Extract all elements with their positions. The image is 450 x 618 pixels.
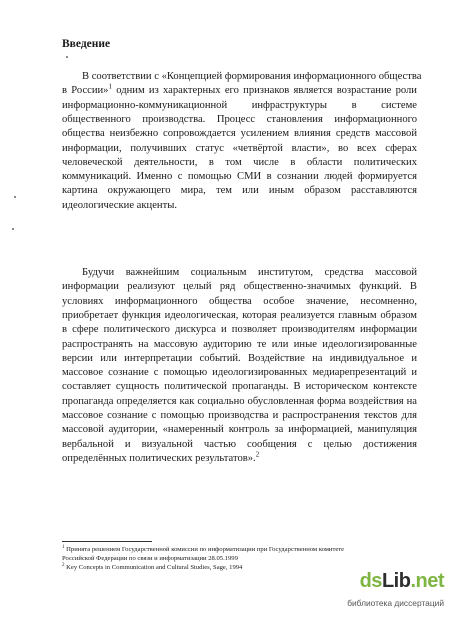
text-line: картина окружающего мира, тем или иным образом расставляются — [62, 185, 417, 197]
text-line: информации, получивших статус «четвёртой власти», во всех сферах — [62, 142, 417, 154]
text-line: распространять на массовую аудиторию те или иные идеологизированные — [62, 338, 417, 350]
footnote-line: Российской Федерации по связи и информатизации 28.05.1999 — [62, 555, 238, 562]
scan-speck — [12, 228, 14, 230]
footnote-line: $^2$ Key Concepts in Communication and Cultural Studies, Sage, 1994 — [62, 562, 243, 571]
text-line: В соответствии с «Концепцией формирования информационного общества — [82, 71, 422, 82]
dslib-subtitle: библиотека диссертаций — [347, 598, 444, 608]
text-line: пропаганда определяется как социально обусловленная форма воздействия на — [62, 395, 417, 407]
text-line: вербальной и визуальной частью сообщения с целью достижения — [62, 438, 417, 450]
dslib-watermark — [347, 568, 450, 616]
text-line: информационно-коммуникационной инфраструктуры в системе — [62, 99, 417, 111]
text-line: массовое сознание с помощью идеологизированных медиарепрезентаций и — [62, 367, 417, 379]
footnote-divider — [62, 541, 152, 542]
text-line: составляет сущность политической пропаганды. В историческом контексте — [62, 381, 417, 393]
text-line: определённых политических результатов».$^2$ — [62, 450, 260, 464]
text-line: в России»$^1$ одним из характерных его признаков является возрастание роли — [62, 82, 417, 97]
dslib-logo: dsLib.net — [359, 570, 444, 592]
text-line: в сфере политического дискурса и позволяет производителям информации — [62, 324, 417, 336]
scan-speck — [66, 56, 68, 58]
text-line: Будучи важнейшим социальным институтом, средства массовой — [82, 267, 417, 278]
footnote-marker: 2 — [255, 450, 260, 459]
text-line: общества неизбежно сопровождается усилением влияния средств массовой — [62, 128, 417, 140]
text-line: условиях информационного общества особое значение, несомненно, — [62, 295, 417, 307]
text-line: коммуникаций. Именно с помощью СМИ в сознании людей формируется — [62, 171, 417, 183]
text-line: версии или интерпретации событий. Воздействие на индивидуальное и — [62, 352, 417, 364]
scan-speck — [14, 196, 16, 198]
page-heading: Введение — [62, 38, 111, 50]
text-line: общественного производства. Процесс становления информационного — [62, 113, 417, 125]
footnote-line: $^1$ Принята решением Государственной комиссии по информатизации при Государственном комитете — [62, 544, 345, 553]
text-line: приобретает функция идеологическая, которая реализуется главным образом — [62, 309, 417, 321]
text-line: массовой аудитории, «намеренный контроль за информацией, манипуляция — [62, 424, 417, 436]
text-line: массовое сознание с помощью производства и распространения текстов для — [62, 410, 417, 421]
text-line: информации реализуют целый ряд общественно-значимых функций. В — [62, 281, 417, 293]
text-line: идеологические акценты. — [62, 199, 177, 211]
text-line: человеческой деятельности, в том числе в области политических — [62, 156, 417, 168]
footnote-marker: 1 — [108, 82, 112, 91]
